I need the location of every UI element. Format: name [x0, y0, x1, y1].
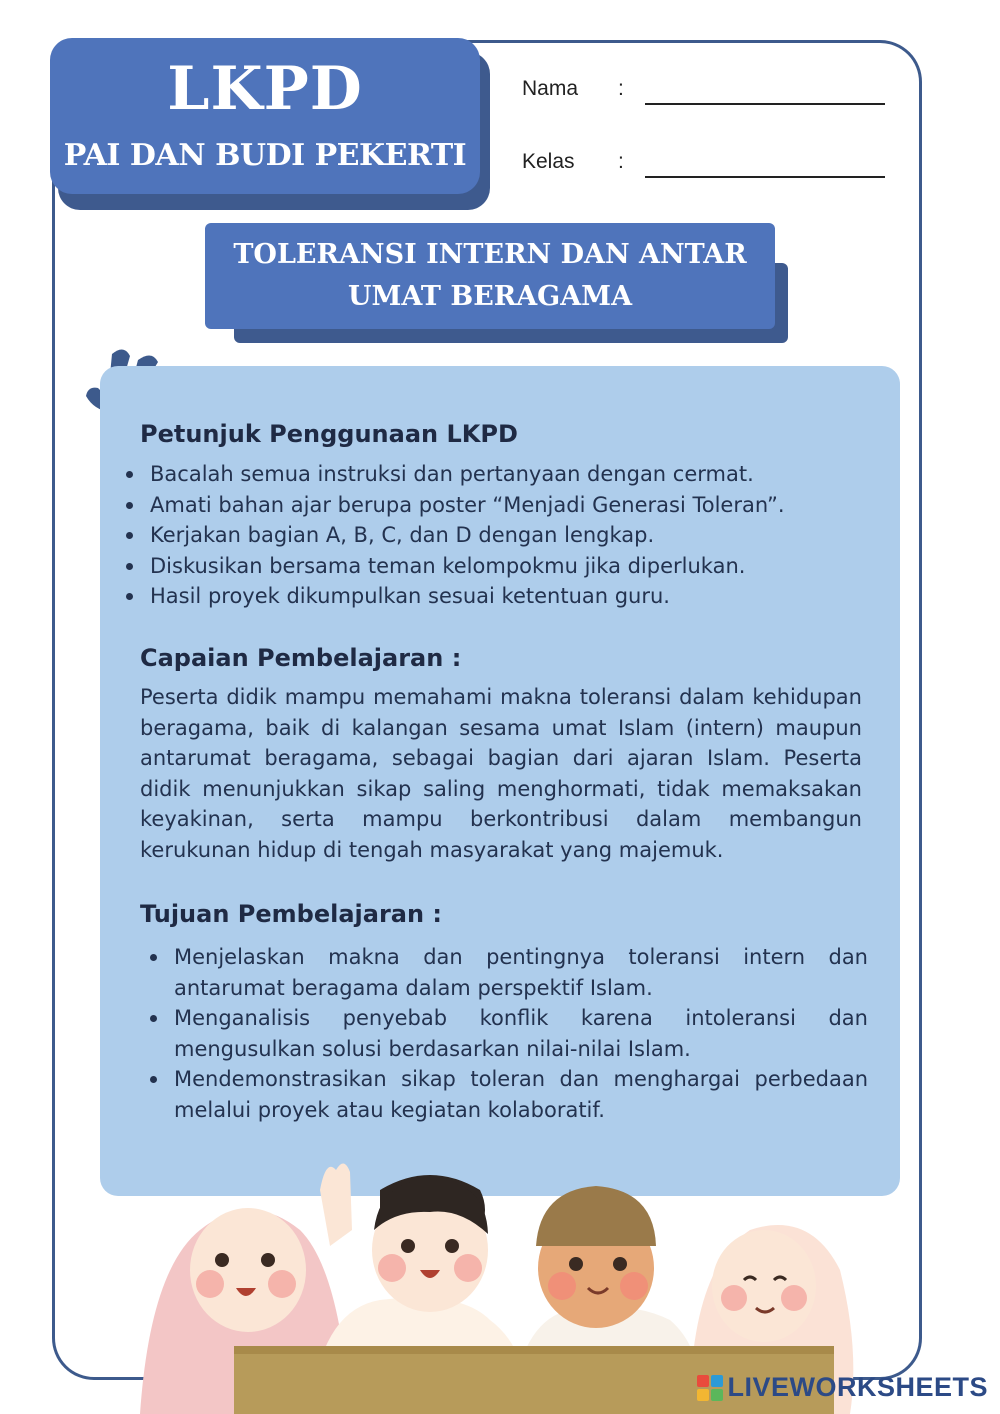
header-title: LKPD: [167, 54, 363, 124]
list-item: Menganalisis penyebab konflik karena intoleransi dan mengusulkan solusi berdasarkan nilai-nilai Islam.: [146, 1003, 868, 1064]
tujuan-list: [146, 942, 868, 1125]
name-label: Nama: [522, 77, 579, 100]
petunjuk-title: Petunjuk Penggunaan LKPD: [140, 420, 518, 448]
capaian-title: Capaian Pembelajaran :: [140, 644, 462, 672]
topic-title: TOLERANSI INTERN DAN ANTAR UMAT BERAGAMA: [233, 239, 747, 312]
list-item: Hasil proyek dikumpulkan sesuai ketentuan guru.: [124, 581, 785, 612]
petunjuk-list: [124, 459, 785, 612]
class-input-line[interactable]: [645, 176, 885, 178]
header-subtitle: PAI DAN BUDI PEKERTI: [63, 138, 467, 173]
list-item: Amati bahan ajar berupa poster “Menjadi Generasi Toleran”.: [124, 490, 785, 521]
liveworksheets-logo-icon: [697, 1375, 723, 1401]
watermark-text: LIVEWORKSHEETS: [727, 1372, 988, 1402]
class-colon: :: [618, 150, 624, 173]
list-item: Menjelaskan makna dan pentingnya toleransi intern dan antarumat beragama dalam perspektif Islam.: [146, 942, 868, 1003]
list-item: Bacalah semua instruksi dan pertanyaan dengan cermat.: [124, 459, 785, 490]
name-colon: :: [618, 77, 624, 100]
list-item: Kerjakan bagian A, B, C, dan D dengan lengkap.: [124, 520, 785, 551]
liveworksheets-watermark: [697, 1372, 988, 1403]
name-input-line[interactable]: [645, 103, 885, 105]
capaian-text: Peserta didik mampu memahami makna toleransi dalam kehidupan beragama, baik di kalangan sesama umat Islam (intern) maupun antarumat beragama, sebagai bagian dari ajaran Islam. Peserta didik menunjukkan sikap saling menghormati, tidak memaksakan keyakinan, serta mampu berkontribusi dalam membangun kerukunan hidup di tengah masyarakat yang majemuk.: [140, 685, 862, 862]
list-item: Mendemonstrasikan sikap toleran dan menghargai perbedaan melalui proyek atau kegiatan kolaboratif.: [146, 1064, 868, 1125]
info-panel: [100, 366, 900, 1196]
class-label: Kelas: [522, 150, 575, 173]
header-banner: [50, 38, 480, 194]
list-item: Diskusikan bersama teman kelompokmu jika diperlukan.: [124, 551, 785, 582]
tujuan-title: Tujuan Pembelajaran :: [140, 900, 443, 928]
topic-banner: [205, 223, 775, 329]
